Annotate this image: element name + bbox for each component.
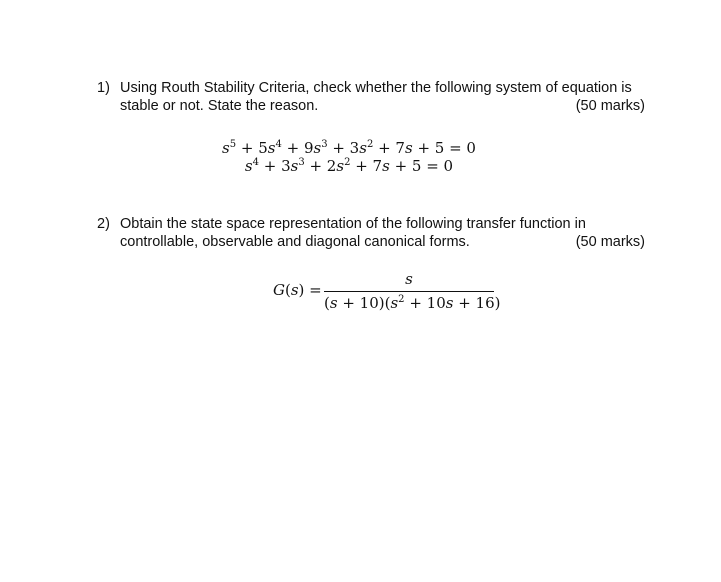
question-1-text-line-1: Using Routh Stability Criteria, check whether the following system of equation is [120, 80, 632, 96]
question-1-number: 1) [97, 80, 110, 96]
question-2-number: 2) [97, 216, 110, 232]
equation-1: $s^5 + 5s^4 + 9s^3 + 3s^2 + 7s + 5 = 0$ [222, 139, 476, 157]
transfer-function-numerator: s [405, 270, 413, 288]
fraction-bar [324, 291, 494, 292]
question-2-text-line-2: controllable, observable and diagonal canonical forms. [120, 234, 470, 250]
transfer-function-lhs: G(s) = [273, 281, 322, 299]
question-2-marks: (50 marks) [575, 234, 645, 250]
equation-2: $s^4 + 3s^3 + 2s^2 + 7s + 5 = 0$ [244, 157, 454, 175]
question-1-text-line-2: stable or not. State the reason. [120, 98, 319, 114]
question-1-marks: (50 marks) [575, 98, 645, 114]
transfer-function-fraction [324, 270, 501, 313]
question-2-text-line-1: Obtain the state space representation of the following transfer function in [120, 216, 586, 232]
transfer-function-denominator: $(s + 10)(s^2 + 10s + 16)$ [324, 294, 501, 312]
